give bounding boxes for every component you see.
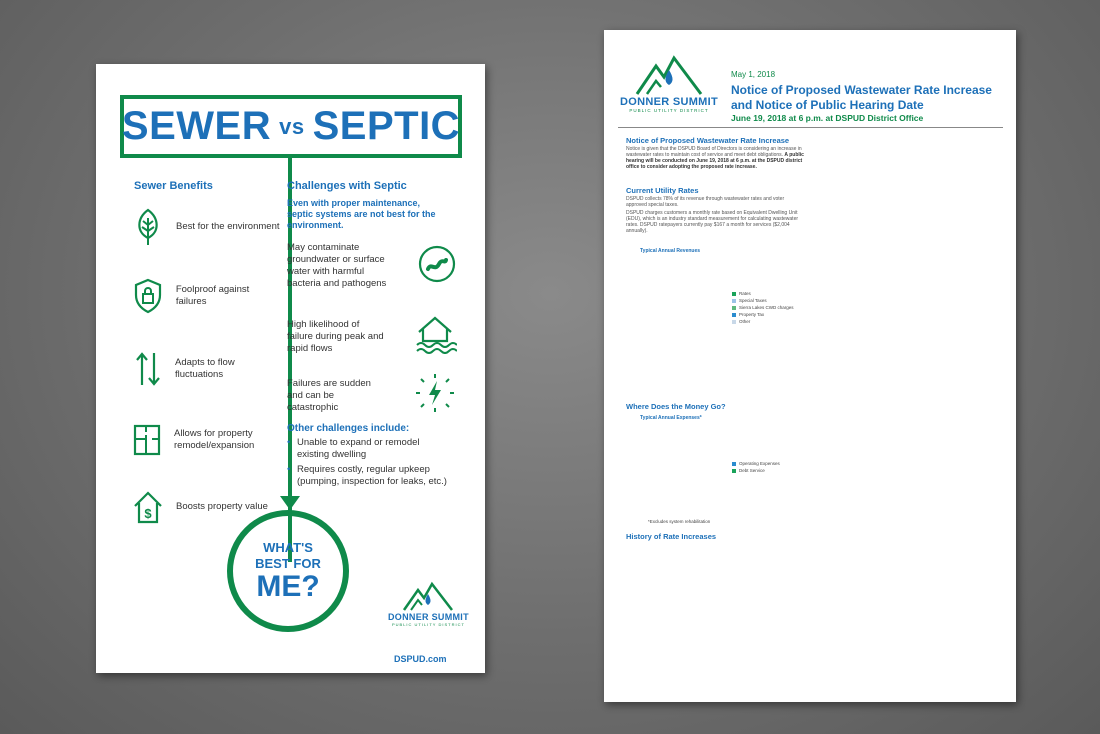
rate-increase-notice [604, 30, 1016, 702]
legend-item [732, 290, 794, 297]
other-challenge-item: • Requires costly, regular upkeep (pumping, inspection for leaks, etc.) [287, 464, 447, 488]
circle-line-3: ME? [256, 569, 320, 603]
legend-label: Debt Service [739, 468, 765, 473]
sec1-bold-text: A public hearing will be conducted on June 19, 2018 at 6 p.m. at the DSPUD district office to consider adopting the proposed rate increase. [626, 152, 804, 170]
title-vs: vs [279, 113, 305, 139]
challenge-item [287, 242, 457, 290]
benefit-text: Allows for property remodel/expansion [174, 428, 255, 451]
logo-sub: PUBLIC UTILITY DISTRICT [629, 108, 709, 113]
section-body: DSPUD charges customers a monthly rate based on Equivalent Dwelling Unit (EDU), which is an industry standard measurement for calculating wastewater rates. DSPUD ratepayers currently pay $167 a month for services ($2,004 annually). [626, 210, 799, 234]
title-sewer: SEWER [121, 104, 272, 148]
legend-item [732, 311, 794, 318]
legend-item [732, 318, 794, 325]
legend-label: Rates [739, 291, 751, 296]
legend-swatch [732, 306, 736, 310]
section-body: DSPUD collects 78% of its revenue through wastewater rates and voter approved special taxes. [626, 196, 785, 208]
benefit-item [132, 349, 282, 389]
floorplan-icon [132, 420, 162, 460]
svg-text:$: $ [144, 506, 152, 521]
sewer-benefits-heading: Sewer Benefits [134, 180, 213, 192]
benefit-item [132, 207, 282, 247]
header-rule [618, 127, 1003, 128]
sewer-vs-septic-flyer [96, 64, 485, 673]
flyer-title [120, 95, 462, 158]
leaf-icon [132, 207, 164, 247]
house-dollar-icon [132, 487, 164, 527]
legend-label: Sierra Lakes CWD charges [739, 305, 794, 310]
pie-legend [732, 460, 780, 474]
legend-swatch [732, 313, 736, 317]
lightning-burst-icon [413, 371, 457, 420]
legend-label: Property Tax [739, 312, 765, 317]
legend-item [732, 460, 780, 467]
other-challenge-item: • Unable to expand or remodel existing dwelling [287, 437, 447, 461]
section-body [626, 146, 806, 186]
revenues-pie-chart [622, 256, 732, 380]
bacteria-icon [417, 244, 457, 289]
other-challenges-heading: Other challenges include: [287, 423, 410, 434]
legend-swatch [732, 320, 736, 324]
legend-item [732, 304, 794, 311]
septic-intro: Even with proper maintenance, septic systems are not best for the environment. [287, 198, 436, 230]
challenge-text: High likelihood of failure during peak and rapid flows [287, 318, 384, 354]
benefit-text: Foolproof against failures [175, 284, 250, 307]
dspud-logo [388, 580, 469, 627]
logo-name: DONNER SUMMIT [388, 612, 469, 622]
flooded-house-icon [413, 314, 457, 359]
section-heading: Where Does the Money Go? [626, 402, 726, 411]
legend-label: Special Taxes [739, 298, 767, 303]
website-link[interactable]: DSPUD.com [394, 654, 447, 664]
pie-title: Typical Annual Expenses* [640, 415, 702, 421]
legend-label: Other [739, 319, 751, 324]
notice-subtitle: June 19, 2018 at 6 p.m. at DSPUD District Office [731, 113, 924, 123]
up-down-arrows-icon [132, 349, 163, 389]
section-heading: Notice of Proposed Wastewater Rate Increase [626, 136, 790, 145]
challenge-item [287, 314, 457, 359]
legend-swatch [732, 469, 736, 473]
challenge-text: May contaminate groundwater or surface water with harmful bacteria and pathogens [287, 242, 387, 289]
septic-challenges-heading: Challenges with Septic [287, 180, 407, 192]
logo-sub: PUBLIC UTILITY DISTRICT [391, 622, 465, 627]
legend-label: Operating Expenses [739, 461, 780, 466]
benefit-item [132, 276, 282, 316]
logo-name: DONNER SUMMIT [620, 96, 719, 108]
challenge-text: Failures are sudden and can be catastrophic [287, 377, 371, 413]
benefit-text: Best for the environment [176, 221, 280, 232]
notice-date: May 1, 2018 [731, 70, 776, 79]
section-heading: History of Rate Increases [626, 532, 717, 541]
notice-title: Notice of Proposed Wastewater Rate Increase and Notice of Public Hearing Date [731, 83, 992, 112]
circle-line-1: WHAT'S [263, 539, 313, 555]
mountain-logo-icon [402, 580, 454, 612]
dspud-logo [620, 52, 718, 113]
legend-item [732, 297, 794, 304]
benefit-text: Adapts to flow fluctuations [175, 357, 235, 380]
title-septic: SEPTIC [312, 104, 461, 148]
pie-legend [732, 290, 794, 325]
shield-lock-icon [132, 276, 164, 316]
section-heading: Current Utility Rates [626, 186, 699, 195]
sec1-text: Notice is given that the DSPUD Board of Directors is considering an increase in wastewater rates to maintain cost of service and meet debt obligations. [626, 146, 802, 158]
legend-swatch [732, 299, 736, 303]
legend-swatch [732, 292, 736, 296]
benefit-text: Boosts property value [176, 501, 268, 512]
whats-best-circle [227, 510, 349, 632]
legend-item [732, 467, 780, 474]
legend-swatch [732, 462, 736, 466]
challenge-item [287, 371, 457, 420]
pie-title: Typical Annual Revenues [640, 248, 701, 254]
mountain-logo-icon [634, 52, 704, 96]
circle-line-2: BEST FOR [255, 555, 321, 571]
benefit-item [132, 420, 282, 460]
arrow-down-icon [280, 496, 300, 510]
expenses-pie-chart [622, 423, 732, 517]
pie-footnote: *Excludes system rehabilitation [648, 519, 711, 524]
